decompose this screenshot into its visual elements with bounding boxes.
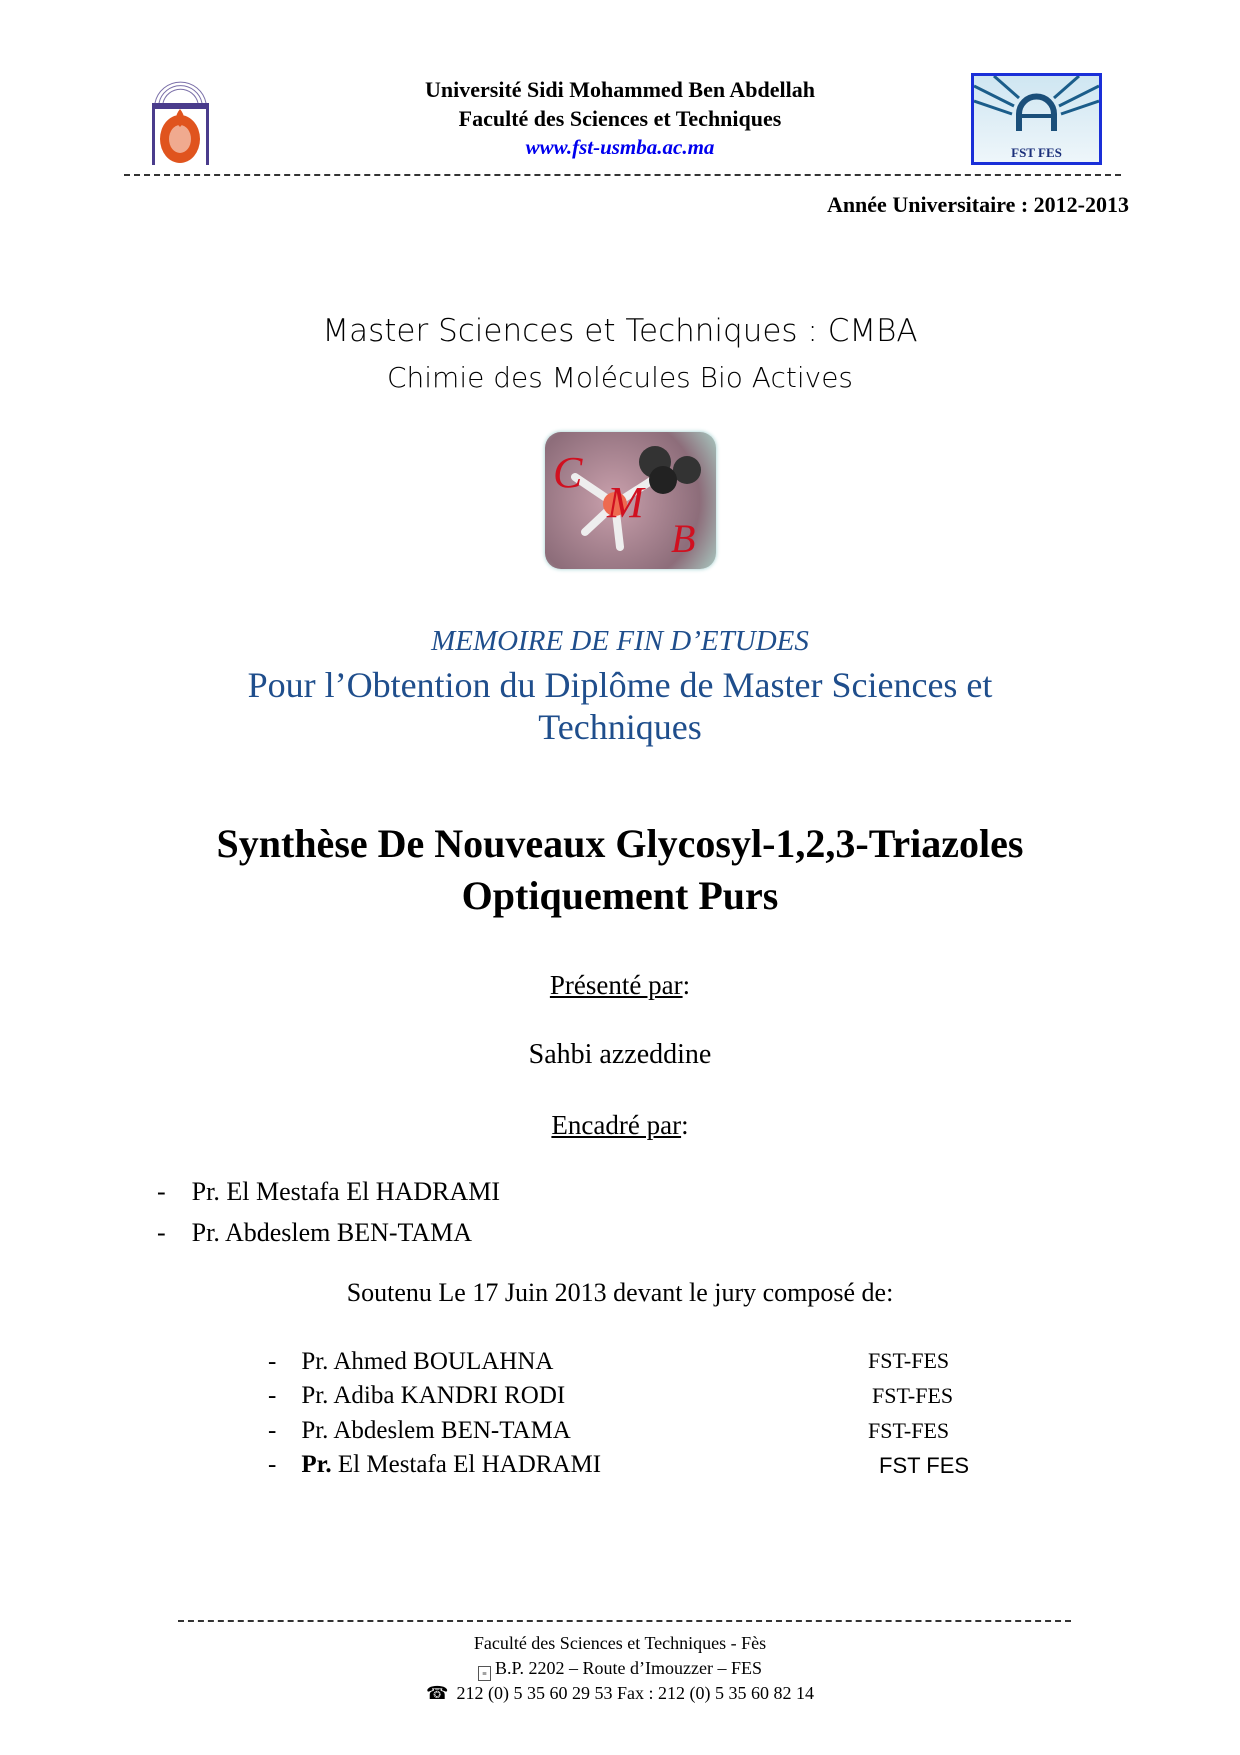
author-name: Sahbi azzeddine [528,1039,712,1070]
jury-affiliation: FST-FES [868,1418,950,1443]
thesis-title-line1: Synthèse De Nouveaux Glycosyl-1,2,3-Triazoles [216,821,1024,866]
defense-statement: Soutenu Le 17 Juin 2013 devant le jury composé de: [346,1278,894,1307]
fst-fes-logo-text: FST FES [1011,145,1062,160]
jury-affiliation: FST-FES [868,1348,950,1373]
jury-member: - Pr. Adiba KANDRI RODI [268,1382,566,1409]
supervised-by-label: Encadré par: [551,1110,689,1140]
header-divider [124,174,1121,176]
jury-member: - Pr. Ahmed BOULAHNA [268,1348,554,1375]
university-name: Université Sidi Mohammed Ben Abdellah [425,77,815,102]
thesis-title-line2: Optiquement Purs [461,873,779,918]
svg-text:B: B [671,516,696,561]
supervisor-item: - Pr. El Mestafa El HADRAMI [157,1177,501,1206]
jury-affiliation: FST-FES [872,1383,954,1408]
jury-affiliation: FST FES [879,1453,970,1478]
program-title: Master Sciences et Techniques : CMBA [322,313,918,349]
fst-fes-logo [971,73,1102,165]
jury-member: - Pr. El Mestafa El HADRAMI [268,1451,602,1478]
memoire-heading: MEMOIRE DE FIN D’ETUDES [431,625,809,657]
program-subtitle: Chimie des Molécules Bio Actives [386,361,854,394]
footer-divider [178,1620,1071,1622]
memoire-line2: Techniques [538,707,702,747]
footer-contact-line: ☎ 212 (0) 5 35 60 29 53 Fax : 212 (0) 5 35 60 82 14 [426,1683,814,1703]
memoire-line1: Pour l’Obtention du Diplôme de Master Sciences et [247,665,993,705]
presented-by-label: Présenté par: [549,970,691,1000]
faculty-name: Faculté des Sciences et Techniques [458,106,782,131]
svg-text:M: M [607,478,644,527]
footer-address-line2: ≡ B.P. 2202 – Route d’Imouzzer – FES [0,1658,1240,1681]
academic-year: Année Universitaire : 2012-2013 [826,192,1129,217]
phone-icon: ☎ [426,1683,449,1703]
mail-icon: ≡ [478,1666,491,1681]
supervisor-item: - Pr. Abdeslem BEN-TAMA [157,1218,472,1247]
website-link[interactable]: www.fst-usmba.ac.ma [525,135,715,159]
cmb-logo [545,432,716,569]
svg-text:C: C [553,448,583,497]
footer-address-line1: Faculté des Sciences et Techniques - Fès [473,1633,767,1653]
jury-member: - Pr. Abdeslem BEN-TAMA [268,1417,571,1444]
